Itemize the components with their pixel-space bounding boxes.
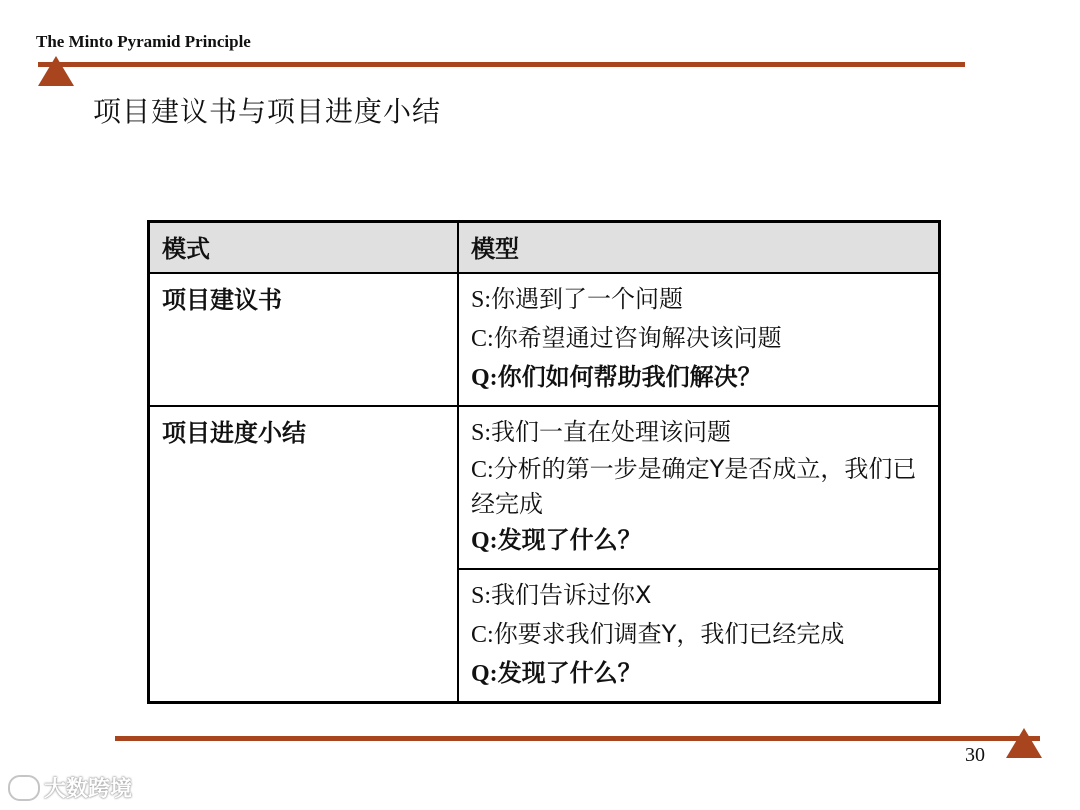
model-line-s: S:你遇到了一个问题 xyxy=(471,285,684,313)
watermark-logo-icon xyxy=(8,775,40,801)
bottom-triangle-icon xyxy=(1006,728,1042,758)
mode-cell: 项目建议书 xyxy=(149,273,459,406)
model-line-c: C:分析的第一步是确定Y是否成立，我们已经完成 xyxy=(471,455,917,518)
column-header-mode: 模式 xyxy=(149,222,459,274)
top-rule xyxy=(38,62,965,67)
top-triangle-icon xyxy=(38,56,74,86)
column-header-model: 模型 xyxy=(458,222,940,274)
model-line-q: Q:发现了什么？ xyxy=(471,526,642,554)
page-title: 项目建议书与项目进度小结 xyxy=(93,95,442,128)
page-number: 30 xyxy=(965,744,985,766)
model-line-s: S:我们一直在处理该问题 xyxy=(471,418,732,446)
model-line-s: S:我们告诉过你X xyxy=(471,581,652,609)
model-cell xyxy=(458,273,940,406)
model-line-q: Q:发现了什么？ xyxy=(471,659,642,687)
mode-table xyxy=(147,220,941,704)
mode-cell: 项目进度小结 xyxy=(149,406,459,703)
table-row xyxy=(149,406,940,569)
table-row xyxy=(149,273,940,406)
model-line-c: C:你要求我们调查Y，我们已经完成 xyxy=(471,620,845,648)
bottom-rule xyxy=(115,736,1040,741)
model-line-q: Q:你们如何帮助我们解决？ xyxy=(471,363,762,391)
model-line-c: C:你希望通过咨询解决该问题 xyxy=(471,324,782,352)
model-cell xyxy=(458,569,940,703)
watermark-text: 大数跨境 xyxy=(44,777,133,802)
watermark xyxy=(8,772,132,803)
model-cell xyxy=(458,406,940,569)
header-brand: The Minto Pyramid Principle xyxy=(36,32,251,51)
